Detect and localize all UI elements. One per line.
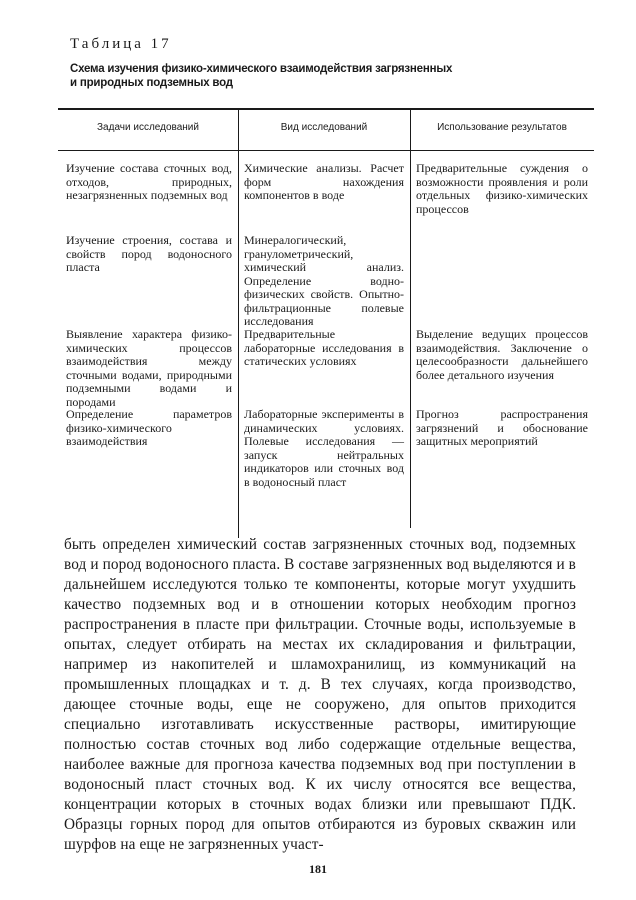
table-caption	[70, 62, 540, 90]
header-usage: Использование результатов	[437, 122, 567, 133]
row1-usage: Предварительные суждения о возможности проявления и роли отдельных физико-химических процессов	[416, 161, 588, 216]
column-divider-2	[410, 108, 411, 528]
body-paragraph: быть определен химический состав загрязненных сточных вод, подземных вод и пород водоносного пласта. В составе загрязненных вод выделяются и в дальнейшем исследуются только те компоненты, которые могут ухудшить качество подземных вод и в отношении которых необходим прогноз распространения в пласте при фильтрации. Сточные воды, используемые в опытах, следует отбирать на местах их складирования и фильтрации, например из накопителей и шламохранилищ, из коммуникаций на промышленных площадках и т. д. В тех случаях, когда производство, дающее сточные воды, еще не сооружено, для опытов приходится специально изготавливать искусственные растворы, имитирующие полностью состав сточных вод либо содержащие отдельные вещества, наиболее важные для прогноза качества подземных вод при поступлении в водоносный пласт сточных вод. К их числу относятся все вещества, концентрации которых в сточных водах близки или превышают ПДК. Образцы горных пород для опытов отбираются из буровых скважин или шурфов на еще не загрязненных участ-	[64, 536, 576, 853]
header-tasks: Задачи исследований	[97, 122, 199, 133]
page-number: 181	[309, 862, 327, 876]
table-top-rule	[58, 108, 594, 110]
table-caption-text: Схема изучения физико-химического взаимодействия загрязненных и природных подземных вод	[70, 63, 453, 89]
row4-tasks: Определение параметров физико-химического взаимодействия	[66, 407, 232, 448]
row3-usage: Выделение ведущих процессов взаимодействия. Заключение о целесообразности дальнейшего более детального изучения	[416, 327, 588, 382]
row4-type: Лабораторные эксперименты в динамических условиях. Полевые исследования — запуск нейтральных индикаторов или сточных вод в водоносный пласт	[244, 407, 404, 489]
row2-tasks: Изучение строения, состава и свойств пород водоносного пласта	[66, 233, 232, 274]
row1-tasks: Изучение состава сточных вод, отходов, природных, незагрязненных подземных вод	[66, 161, 232, 202]
row4-usage: Прогноз распространения загрязнений и обоснование защитных мероприятий	[416, 407, 588, 448]
column-divider-1	[238, 108, 239, 538]
header-type: Вид исследований	[280, 122, 368, 133]
row3-type: Предварительные лабораторные исследования в статических условиях	[244, 327, 404, 368]
row3-tasks: Выявление характера физико-химических процессов взаимодействия между сточными водами, природными подземными водами и породами	[66, 327, 232, 409]
row2-type: Минералогический, гранулометрический, химический анализ. Определение водно-физических свойств. Опытно-фильтрационные полевые исследования	[244, 233, 404, 328]
table-label: Таблица 17	[70, 36, 172, 52]
row1-type: Химические анализы. Расчет форм нахождения компонентов в воде	[244, 161, 404, 202]
table-header-rule	[58, 150, 594, 151]
